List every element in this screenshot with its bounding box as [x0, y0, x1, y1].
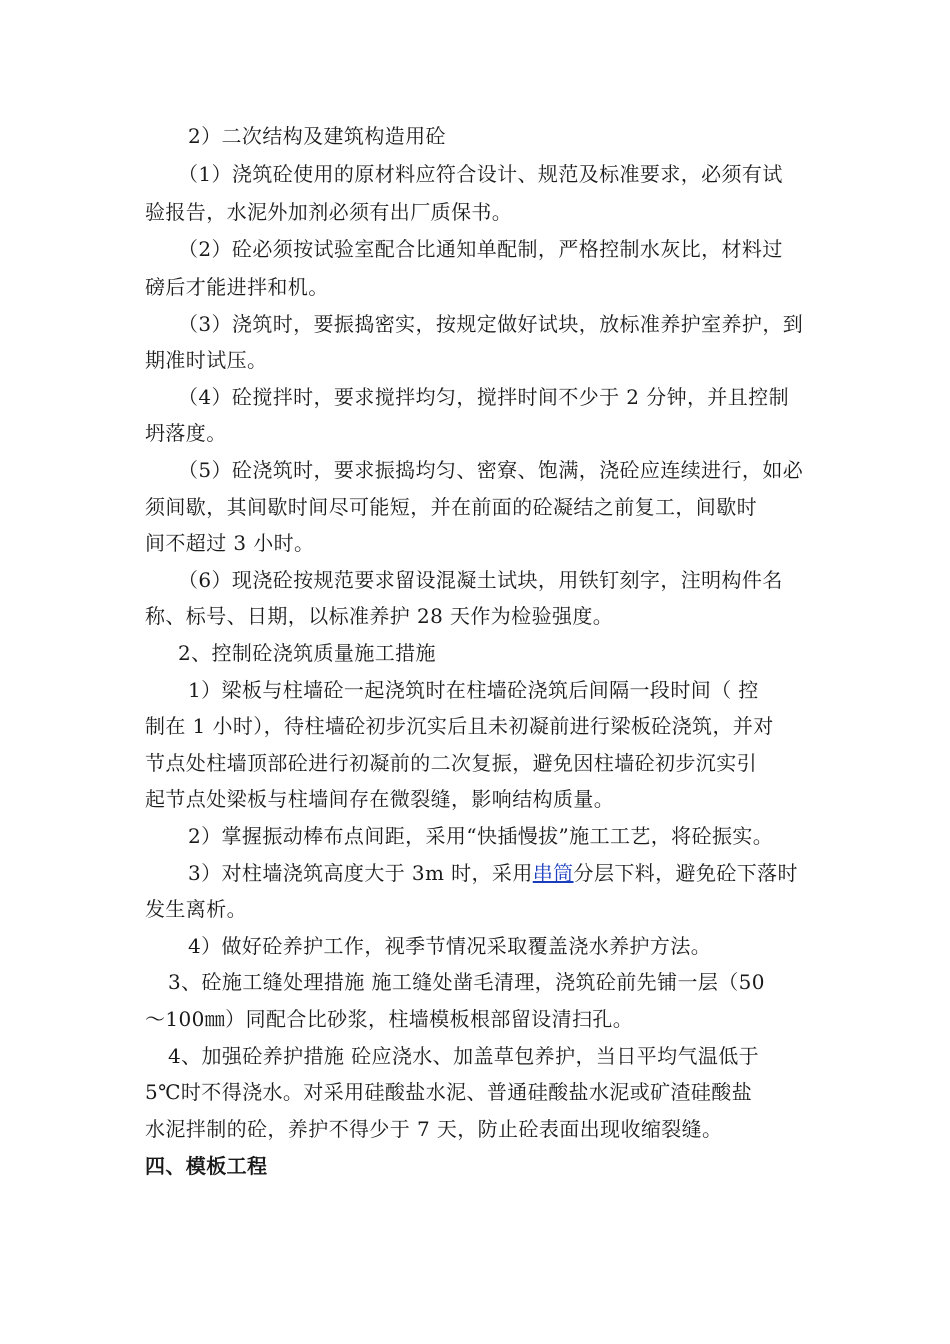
paragraph-line: 5℃时不得浇水。对采用硅酸盐水泥、普通硅酸盐水泥或矿渣硅酸盐	[145, 1080, 753, 1104]
paragraph-line: （2）砼必须按试验室配合比通知单配制，严格控制水灰比，材料过	[178, 237, 783, 261]
paragraph-line: 期准时试压。	[145, 348, 268, 372]
paragraph-line: 须间歇，其间歇时间尽可能短，并在前面的砼凝结之前复工，间歇时	[145, 495, 757, 519]
paragraph-text: 分层下料，避免砼下落时	[573, 861, 798, 885]
paragraph-line: 起节点处梁板与柱墙间存在微裂缝，影响结构质量。	[145, 787, 615, 811]
paragraph-line: （5）砼浇筑时，要求振捣均匀、密寮、饱满，浇砼应连续进行，如必	[178, 458, 804, 482]
paragraph-line: 发生离析。	[145, 897, 247, 921]
paragraph-line: 间不超过 3 小时。	[145, 531, 315, 555]
paragraph-line: 坍落度。	[145, 421, 227, 445]
paragraph-text: 3）对柱墙浇筑高度大于 3m 时，采用	[188, 861, 533, 885]
subsection-title: 2）二次结构及建筑构造用砼	[188, 124, 446, 148]
paragraph-line: 3、砼施工缝处理措施 施工缝处凿毛清理，浇筑砼前先铺一层（50	[168, 970, 765, 994]
paragraph-line: 2）掌握振动棒布点间距，采用“快插慢拔”施工工艺，将砼振实。	[188, 824, 774, 848]
paragraph-line: 1）梁板与柱墙砼一起浇筑时在柱墙砼浇筑后间隔一段时间（ 控	[188, 678, 759, 702]
paragraph-line: 水泥拌制的砼，养护不得少于 7 天，防止砼表面出现收缩裂缝。	[145, 1117, 723, 1141]
paragraph-line: （6）现浇砼按规范要求留设混凝土试块，用铁钉刻字，注明构件名	[178, 568, 783, 592]
paragraph-line: 验报告，水泥外加剂必须有出厂质保书。	[145, 200, 513, 224]
chuantong-link[interactable]: 串筒	[532, 861, 574, 885]
paragraph-line: 4）做好砼养护工作，视季节情况采取覆盖浇水养护方法。	[188, 934, 712, 958]
paragraph-line: 4、加强砼养护措施 砼应浇水、加盖草包养护，当日平均气温低于	[168, 1044, 760, 1068]
paragraph-line: 磅后才能进拌和机。	[145, 275, 329, 299]
subsection-title: 2、控制砼浇筑质量施工措施	[178, 641, 436, 665]
paragraph-line: （3）浇筑时，要振捣密实，按规定做好试块，放标准养护室养护，到	[178, 312, 804, 336]
paragraph-line: 称、标号、日期，以标准养护 28 天作为检验强度。	[145, 604, 614, 628]
section-heading: 四、模板工程	[145, 1154, 268, 1178]
paragraph-line: （4）砼搅拌时，要求搅拌均匀，搅拌时间不少于 2 分钟，并且控制	[178, 385, 789, 409]
paragraph-line: （1）浇筑砼使用的原材料应符合设计、规范及标准要求，必须有试	[178, 162, 783, 186]
paragraph-line: 节点处柱墙顶部砼进行初凝前的二次复振，避免因柱墙砼初步沉实引	[145, 751, 757, 775]
paragraph-line: 制在 1 小时），待柱墙砼初步沉实后且未初凝前进行梁板砼浇筑，并对	[145, 714, 774, 738]
paragraph-line: ～100㎜）同配合比砂浆，柱墙模板根部留设清扫孔。	[145, 1007, 634, 1031]
paragraph-line	[188, 853, 868, 893]
